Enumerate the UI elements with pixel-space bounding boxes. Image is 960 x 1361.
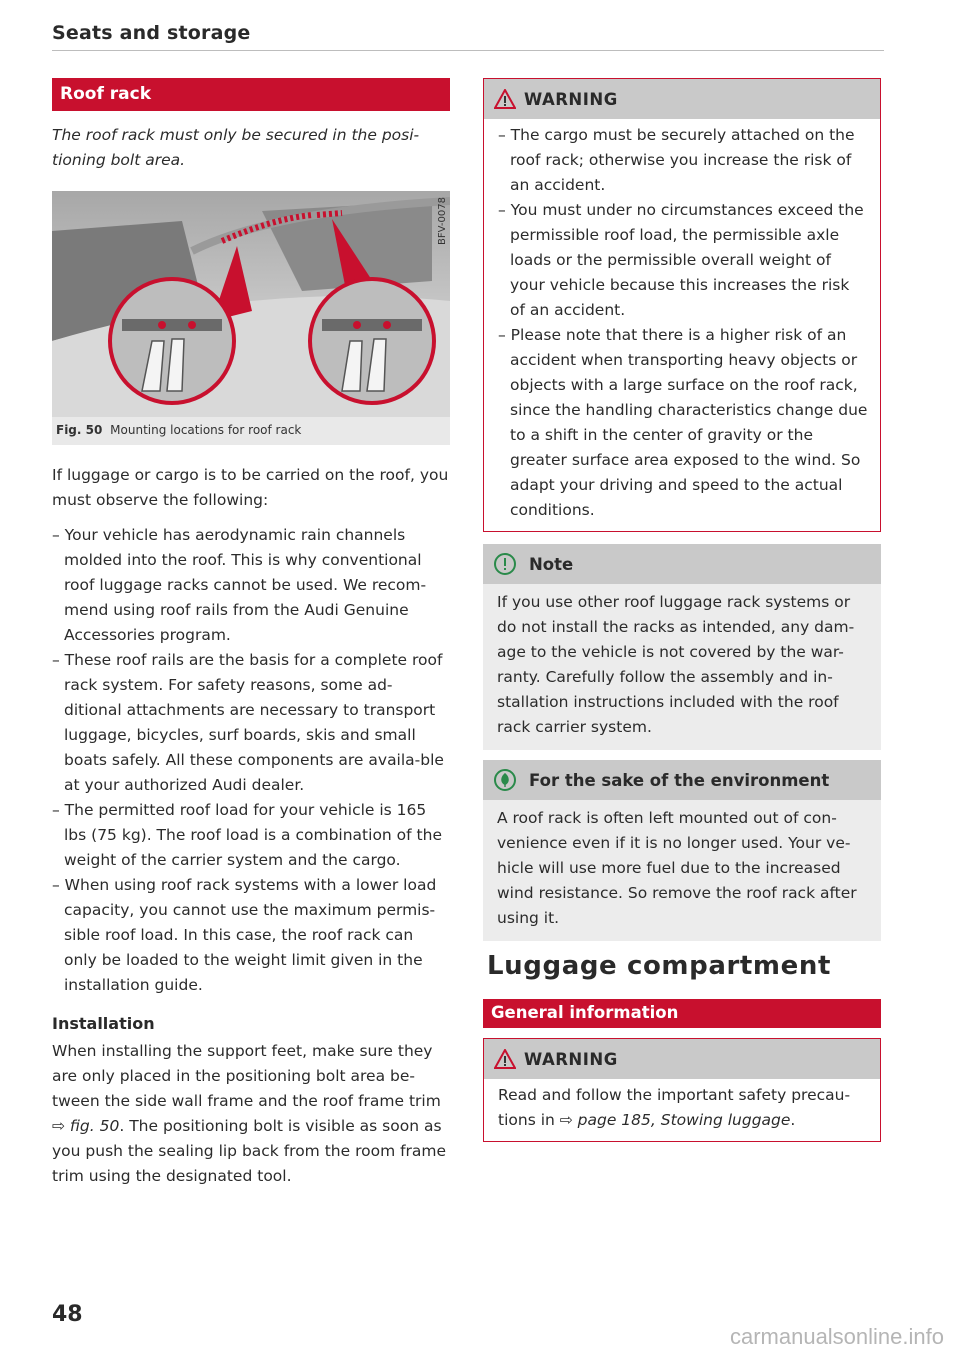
figure-caption bbox=[52, 417, 450, 437]
warning-bullet: – You must under no circumstances exceed the permissible roof load, the permissible axle loads or the permissible overall weight of your vehicle because this increases the risk of an accident. bbox=[498, 201, 864, 319]
warning-bullets bbox=[498, 123, 868, 523]
info-circle-icon bbox=[493, 552, 517, 576]
note-box bbox=[483, 544, 881, 750]
bullet-item: – Your vehicle has aerodynamic rain channels molded into the roof. This is why conventional roof luggage racks cannot be used. We recom-mend using roof rails from the Audi Genuine Accessories program. bbox=[52, 526, 427, 644]
warning-box-2 bbox=[483, 1038, 881, 1142]
warning-text-end: . bbox=[790, 1111, 796, 1129]
warning-triangle-icon bbox=[494, 89, 516, 109]
environment-box bbox=[483, 760, 881, 941]
bullet-item: – When using roof rack systems with a lower load capacity, you cannot use the maximum permis-sible roof load. In this case, the roof rack can only be loaded to the weight limit given in the installation guide. bbox=[52, 876, 437, 994]
warning-box bbox=[483, 78, 881, 532]
section-title: Seats and storage bbox=[52, 22, 251, 44]
warning-bullet: – The cargo must be securely attached on the roof rack; otherwise you increase the risk of an accident. bbox=[498, 126, 855, 194]
roof-rack-heading: Roof rack bbox=[52, 78, 450, 111]
warning-body bbox=[484, 119, 880, 531]
figure-label: Fig. 50 bbox=[56, 423, 103, 437]
bullet-item: – The permitted roof load for your vehicle is 165 lbs (75 kg). The roof load is a combination of the weight of the carrier system and the cargo. bbox=[52, 801, 442, 869]
warning-triangle-icon bbox=[494, 1049, 516, 1069]
installation-heading: Installation bbox=[52, 1014, 155, 1033]
bullet-item: – These roof rails are the basis for a complete roof rack system. For safety reasons, some ad-ditional attachments are necessary to transport luggage, bicycles, surf boards, skis and small boats safely. All these components are availa-ble at your authorized Audi dealer. bbox=[52, 651, 444, 794]
roof-intro-paragraph: If luggage or cargo is to be carried on the roof, you must observe the following: bbox=[52, 466, 449, 509]
figure-caption-text: Mounting locations for roof rack bbox=[110, 423, 302, 437]
watermark: carmanualsonline.info bbox=[729, 1324, 944, 1349]
warning-text-start: Read and follow the important safety precau-tions in ⇨ bbox=[498, 1086, 851, 1129]
environment-body bbox=[483, 800, 881, 941]
warning-bullet: – Please note that there is a higher risk of an accident when transporting heavy objects or objects with a large surface on the roof rack, since the handling characteristics change due to a shift in the center of gravity or the greater surface area exposed to the wind. So adapt your driving and speed to the actual conditions. bbox=[498, 326, 868, 519]
note-header bbox=[483, 544, 881, 584]
figure-code: BFV-0078 bbox=[437, 197, 448, 245]
intro-text: The roof rack must only be secured in the posi-tioning bolt area. bbox=[52, 126, 420, 169]
roof-rack-bullets bbox=[52, 523, 450, 998]
warning-title-2: WARNING bbox=[524, 1049, 618, 1069]
warning-header bbox=[484, 79, 880, 119]
page-reference-link[interactable]: page 185, Stowing luggage bbox=[577, 1111, 791, 1129]
note-title: Note bbox=[529, 554, 574, 574]
warning-title: WARNING bbox=[524, 89, 618, 109]
left-column bbox=[52, 78, 450, 1189]
environment-header bbox=[483, 760, 881, 800]
figure-reference-link[interactable]: fig. 50 bbox=[69, 1117, 120, 1135]
page-header bbox=[52, 22, 884, 51]
roof-rack-illustration bbox=[52, 191, 450, 417]
luggage-compartment-heading: Luggage compartment bbox=[487, 951, 831, 981]
page-number: 48 bbox=[52, 1302, 83, 1327]
installation-text-start: When installing the support feet, make sure they are only placed in the positioning bolt area be-tween the side wall frame and the roof frame trim ⇨ bbox=[52, 1042, 441, 1135]
warning-header-2 bbox=[484, 1039, 880, 1079]
leaf-icon bbox=[493, 768, 517, 792]
environment-text: A roof rack is often left mounted out of con-venience even if it is no longer used. Your ve-hicle will use more fuel due to the increased wind resistance. So remove the roof rack after using it. bbox=[497, 809, 857, 927]
warning-body-2 bbox=[484, 1079, 880, 1141]
environment-title: For the sake of the environment bbox=[529, 770, 830, 790]
figure-50 bbox=[52, 191, 450, 445]
right-column bbox=[483, 78, 881, 1154]
general-information-heading: General information bbox=[483, 999, 881, 1028]
note-text: If you use other roof luggage rack systems or do not install the racks as intended, any dam-age to the vehicle is not covered by the war-ranty. Carefully follow the assembly and in-stallation instructions included with the roof rack carrier system. bbox=[497, 593, 855, 736]
installation-paragraph bbox=[52, 1039, 450, 1189]
note-body bbox=[483, 584, 881, 750]
installation-text-end: . The positioning bolt is visible as soon as you push the sealing lip back from the room frame trim using the designated tool. bbox=[52, 1117, 447, 1185]
warning-text-2 bbox=[498, 1083, 868, 1133]
